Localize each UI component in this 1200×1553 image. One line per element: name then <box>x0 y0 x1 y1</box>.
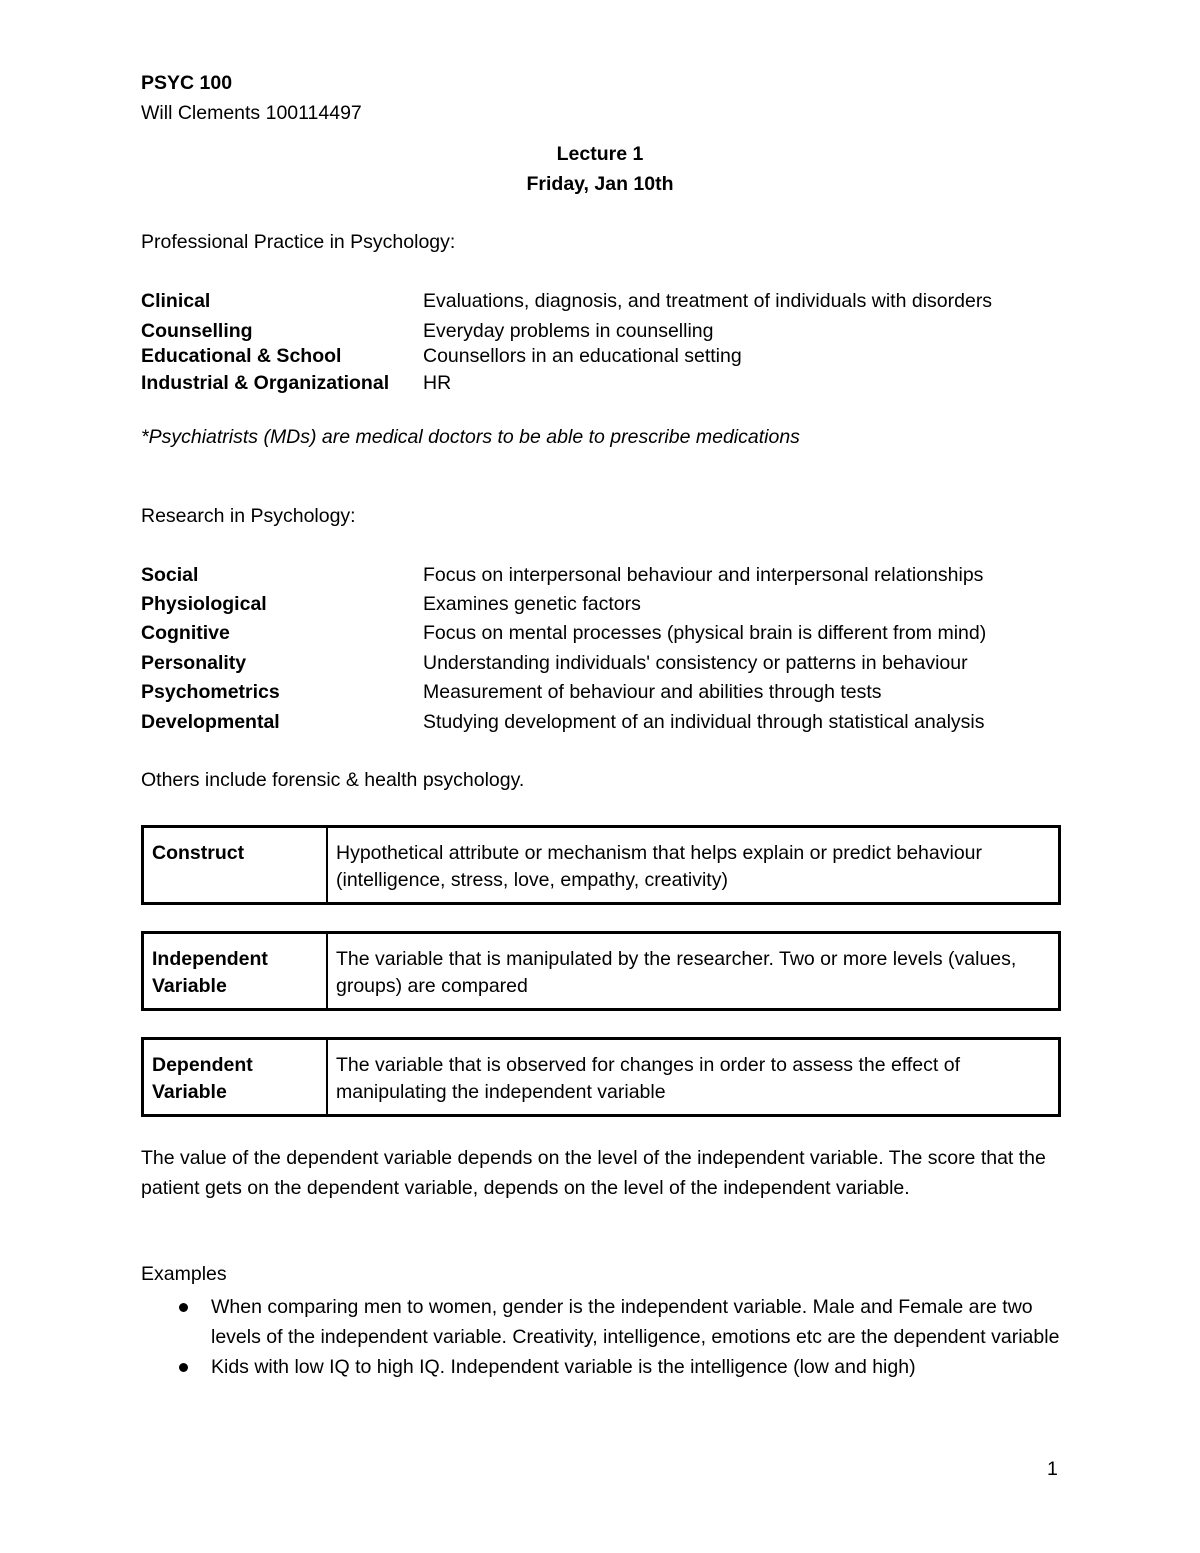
definition-table-independent <box>141 931 1061 1011</box>
bullet-icon <box>179 1303 188 1312</box>
practice-heading: Professional Practice in Psychology: <box>141 231 456 253</box>
bullet-icon <box>179 1363 188 1372</box>
student-name: Will Clements 100114497 <box>141 102 362 124</box>
definition-table-dependent <box>141 1037 1061 1117</box>
summary-paragraph: The value of the dependent variable depends on the level of the independent variable. The score that the patient gets on the dependent variable, depends on the level of the independent variable. <box>141 1147 1046 1199</box>
research-def: Measurement of behaviour and abilities through tests <box>423 681 882 703</box>
definition-term: Construct <box>143 827 328 904</box>
practice-term: Industrial & Organizational <box>141 372 390 394</box>
practice-def: Counsellors in an educational setting <box>423 345 742 367</box>
examples-heading: Examples <box>141 1263 227 1285</box>
definition-term: Dependent Variable <box>143 1039 328 1116</box>
example-text: Kids with low IQ to high IQ. Independent variable is the intelligence (low and high) <box>211 1356 916 1378</box>
page-number: 1 <box>1047 1458 1058 1480</box>
research-term: Social <box>141 564 199 586</box>
examples-list <box>141 1292 1071 1382</box>
research-def: Understanding individuals' consistency or patterns in behaviour <box>423 652 968 674</box>
definition-table-construct <box>141 825 1061 905</box>
psychiatrist-note: *Psychiatrists (MDs) are medical doctors to be able to prescribe medications <box>141 426 800 448</box>
research-def: Focus on mental processes (physical brain is different from mind) <box>423 622 987 644</box>
research-term: Physiological <box>141 593 267 615</box>
list-item <box>141 1352 1071 1382</box>
research-def: Examines genetic factors <box>423 593 641 615</box>
others-note: Others include forensic & health psychology. <box>141 769 525 791</box>
research-term: Personality <box>141 652 247 674</box>
research-term: Cognitive <box>141 622 230 644</box>
practice-def: Everyday problems in counselling <box>423 320 714 342</box>
practice-def: HR <box>423 372 452 394</box>
research-term: Developmental <box>141 711 280 733</box>
lecture-date: Friday, Jan 10th <box>526 173 674 195</box>
lecture-title: Lecture 1 <box>556 143 644 165</box>
practice-term: Clinical <box>141 290 211 312</box>
definition-text: The variable that is manipulated by the researcher. Two or more levels (values, groups) are compared <box>327 933 1060 1010</box>
research-def: Focus on interpersonal behaviour and interpersonal relationships <box>423 564 984 586</box>
list-item <box>141 1292 1071 1352</box>
practice-term: Educational & School <box>141 345 342 367</box>
practice-def: Evaluations, diagnosis, and treatment of individuals with disorders <box>423 290 993 312</box>
research-def: Studying development of an individual through statistical analysis <box>423 711 985 733</box>
research-term: Psychometrics <box>141 681 280 703</box>
research-heading: Research in Psychology: <box>141 505 356 527</box>
practice-term: Counselling <box>141 320 253 342</box>
course-code: PSYC 100 <box>141 72 233 94</box>
definition-text: The variable that is observed for changes in order to assess the effect of manipulating the independent variable <box>327 1039 1060 1116</box>
definition-term: Independent Variable <box>143 933 328 1010</box>
definition-text: Hypothetical attribute or mechanism that helps explain or predict behaviour (intelligence, stress, love, empathy, creativity) <box>327 827 1060 904</box>
example-text: When comparing men to women, gender is the independent variable. Male and Female are two levels of the independent variable. Creativity, intelligence, emotions etc are the dependent variable <box>211 1296 1060 1348</box>
